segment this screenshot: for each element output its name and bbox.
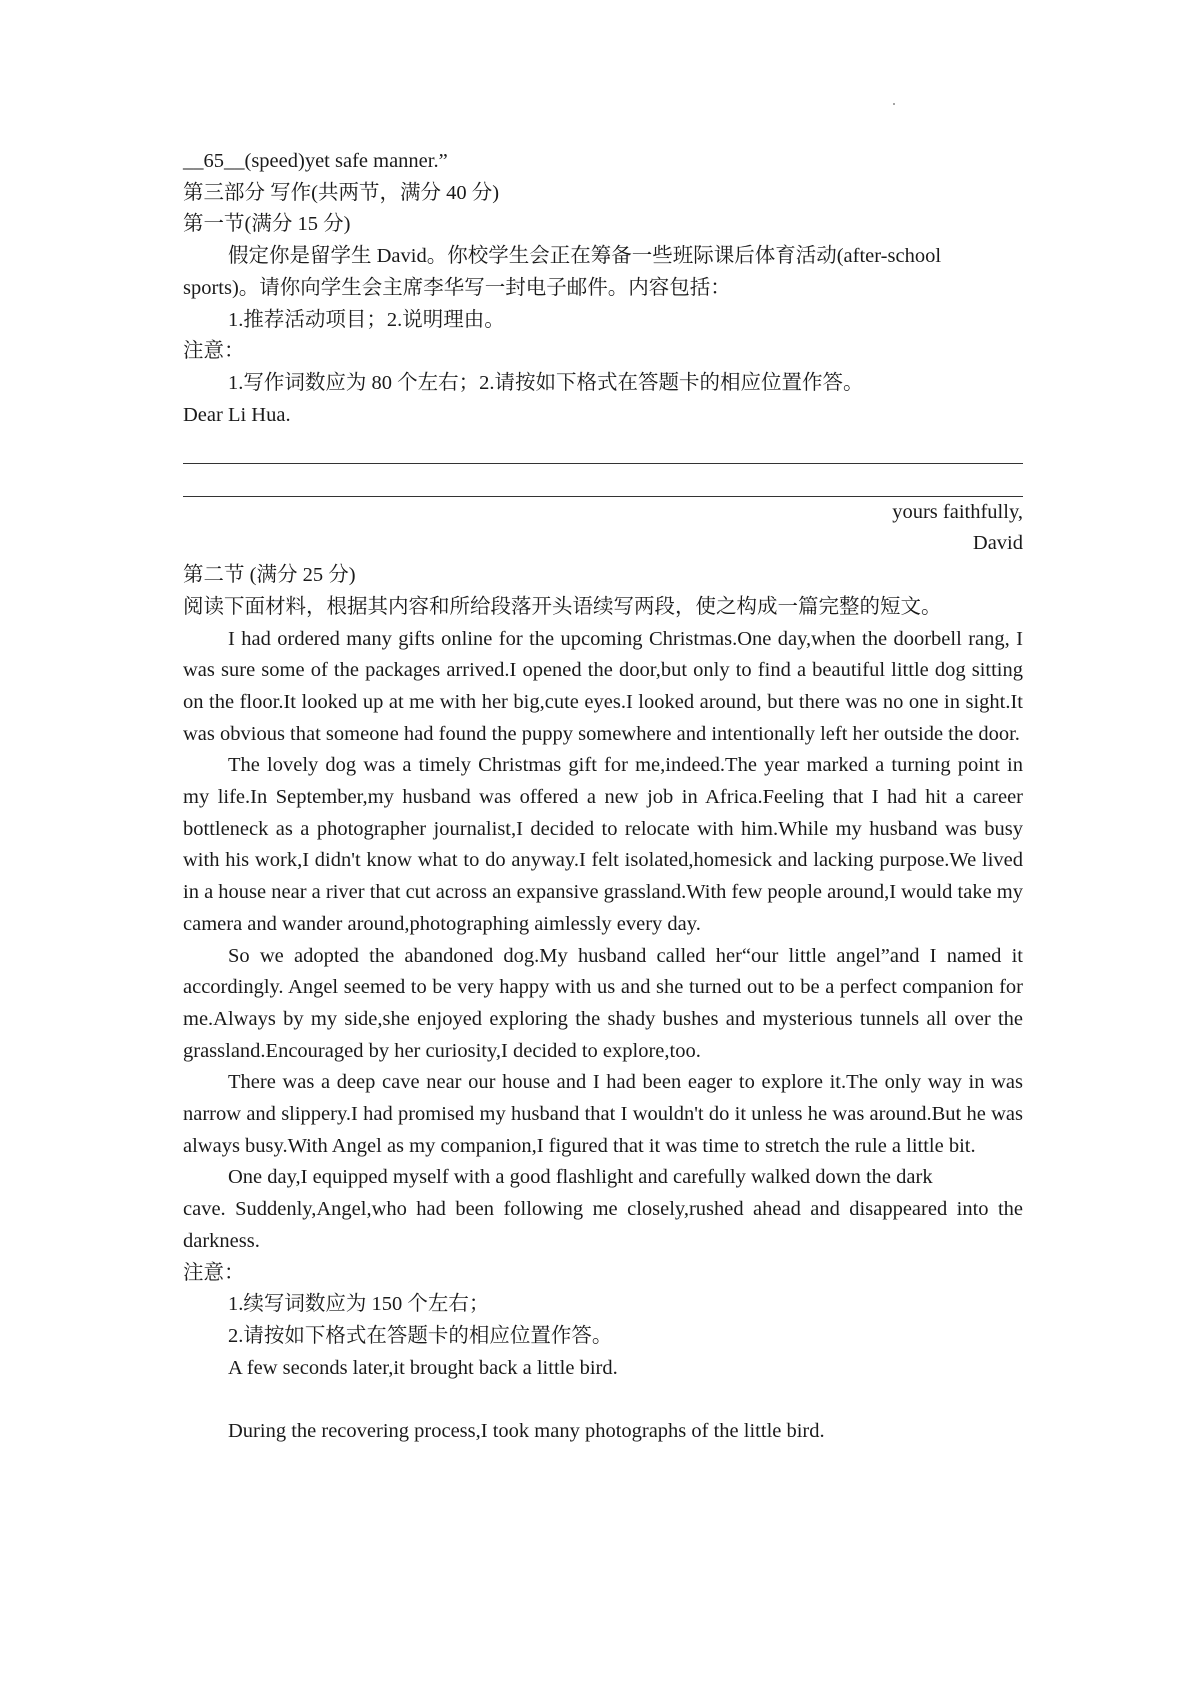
section2-title: 第二节 (满分 25 分) [183,564,356,587]
paragraph-opener-2: During the recovering process,I took many photographs of the little bird. [228,1420,825,1443]
section1-prompt-line1: 假定你是留学生 David。你校学生会正在筹备一些班际课后体育活动(after-school [228,245,942,268]
exam-page [183,146,1023,1448]
writing-space [183,1384,1023,1416]
section1-content-points: 1.推荐活动项目；2.说明理由。 [228,308,505,331]
letter-greeting: Dear Li Hua. [183,403,291,426]
answer-line [183,464,1023,497]
section1-note-label: 注意： [183,340,245,363]
section1-title: 第一节(满分 15 分) [183,213,351,236]
story-last-paragraph-rest: cave. Suddenly,Angel,who had been following me closely,rushed ahead and disappeared into the darkness. [183,1198,1023,1252]
story-paragraph: There was a deep cave near our house and I had been eager to explore it.The only way in was narrow and slippery.I had promised my husband that I wouldn't do it unless he was around.But he was always busy.With Angel as my companion,I figured that it was time to stretch the rule a little bit. [183,1071,1023,1157]
story-paragraph: So we adopted the abandoned dog.My husband called her“our little angel”and I named it accordingly. Angel seemed to be very happy with us and she turned out to be a perfect companion for me.Always by my side,she enjoyed exploring the shady bushes and mysterious tunnels all over the grassland.Encouraged by her curiosity,I decided to explore,too. [183,944,1023,1062]
section2-note-label: 注意： [183,1261,245,1284]
section2-instruction: 阅读下面材料，根据其内容和所给段落开头语续写两段，使之构成一篇完整的短文。 [183,595,942,618]
story-last-paragraph-line1: One day,I equipped myself with a good flashlight and carefully walked down the dark [228,1166,933,1189]
section1-note-text: 1.写作词数应为 80 个左右；2.请按如下格式在答题卡的相应位置作答。 [228,371,864,394]
section1-prompt-line2: sports)。请你向学生会主席李华写一封电子邮件。内容包括： [183,276,731,299]
story-paragraph: I had ordered many gifts online for the upcoming Christmas.One day,when the doorbell rang, I was sure some of the packages arrived.I opened the door,but only to find a beautiful little dog sitting on the floor.It looked up at me with her big,cute eyes.I looked around, but there was no one in sight.It was obvious that someone had found the puppy somewhere and intentionally left her outside the door. [183,627,1023,745]
story-paragraph: The lovely dog was a timely Christmas gift for me,indeed.The year marked a turning point in my life.In September,my husband was offered a new job in Africa.Feeling that I had hit a career bottleneck as a photographer journalist,I decided to relocate with him.While my husband was busy with his work,I didn't know what to do anyway.I felt isolated,homesick and lacking purpose.We lived in a house near a river that cut across an expansive grassland.With few people around,I would take my camera and wander around,photographing aimlessly every day. [183,754,1023,935]
intro-fragment: __65__(speed)yet safe manner.” [183,150,448,172]
paragraph-opener-1: A few seconds later,it brought back a little bird. [228,1356,618,1379]
section2-note-2: 2.请按如下格式在答题卡的相应位置作答。 [228,1324,613,1347]
answer-line [183,431,1023,464]
section2-note-1: 1.续写词数应为 150 个左右； [228,1293,490,1316]
letter-signature: David [972,532,1023,555]
part3-title: 第三部分 写作(共两节，满分 40 分) [183,181,500,204]
letter-closing: yours faithfully, [892,500,1023,523]
scan-speck [893,103,895,105]
